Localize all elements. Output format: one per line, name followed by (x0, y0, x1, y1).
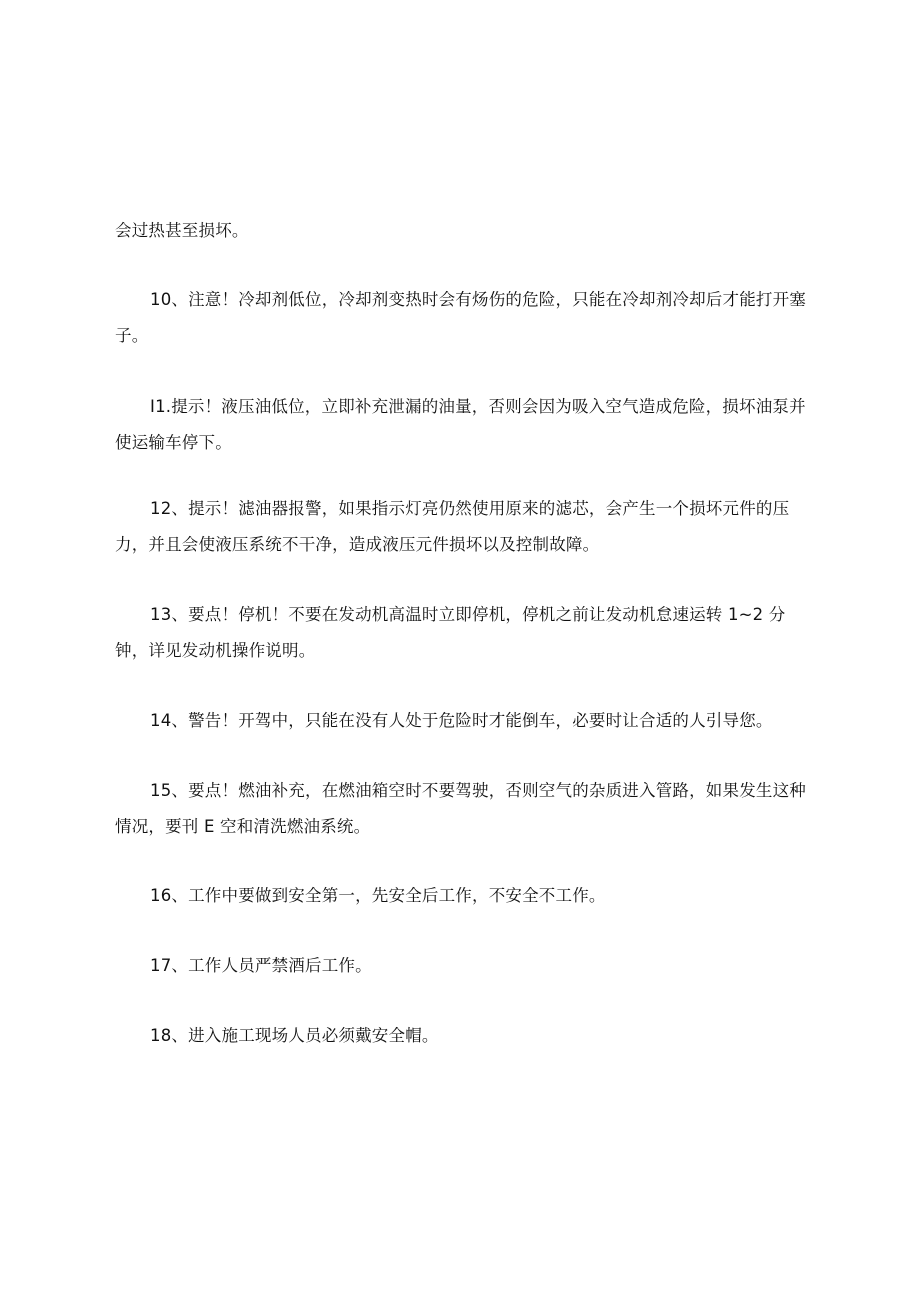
paragraph-continuation: 会过热甚至损坏。 (115, 221, 249, 240)
paragraph-item-10: 10、注意！冷却剂低位，冷却剂变热时会有炀伤的危险，只能在冷却剂冷却后才能打开塞子。 (115, 290, 806, 345)
paragraph-item-13: 13、要点！停机！不要在发动机高温时立即停机，停机之前让发动机怠速运转 1~2 分钟，详见发动机操作说明。 (115, 605, 786, 660)
paragraph-item-18: 18、进入施工现场人员必须戴安全帽。 (150, 1026, 439, 1045)
paragraph-item-15: 15、要点！燃油补充，在燃油箱空时不要驾驶，否则空气的杂质进入管路，如果发生这种情况，要刊 E 空和清洗燃油系统。 (115, 781, 806, 836)
paragraph-item-16: 16、工作中要做到安全第一，先安全后工作，不安全不工作。 (150, 886, 606, 905)
paragraph-item-14: 14、警告！开驾中，只能在没有人处于危险时才能倒车，必要时让合适的人引导您。 (150, 711, 773, 730)
paragraph-item-11: I1.提示！液压油低位，立即补充泄漏的油量，否则会因为吸入空气造成危险，损坏油泵并使运输车停下。 (115, 397, 806, 452)
paragraph-item-12: 12、提示！滤油器报警，如果指示灯亮仍然使用原来的滤芯，会产生一个损坏元件的压力，并且会使液压系统不干净，造成液压元件损坏以及控制故障。 (115, 499, 790, 554)
paragraph-item-17: 17、工作人员严禁酒后工作。 (150, 956, 372, 975)
